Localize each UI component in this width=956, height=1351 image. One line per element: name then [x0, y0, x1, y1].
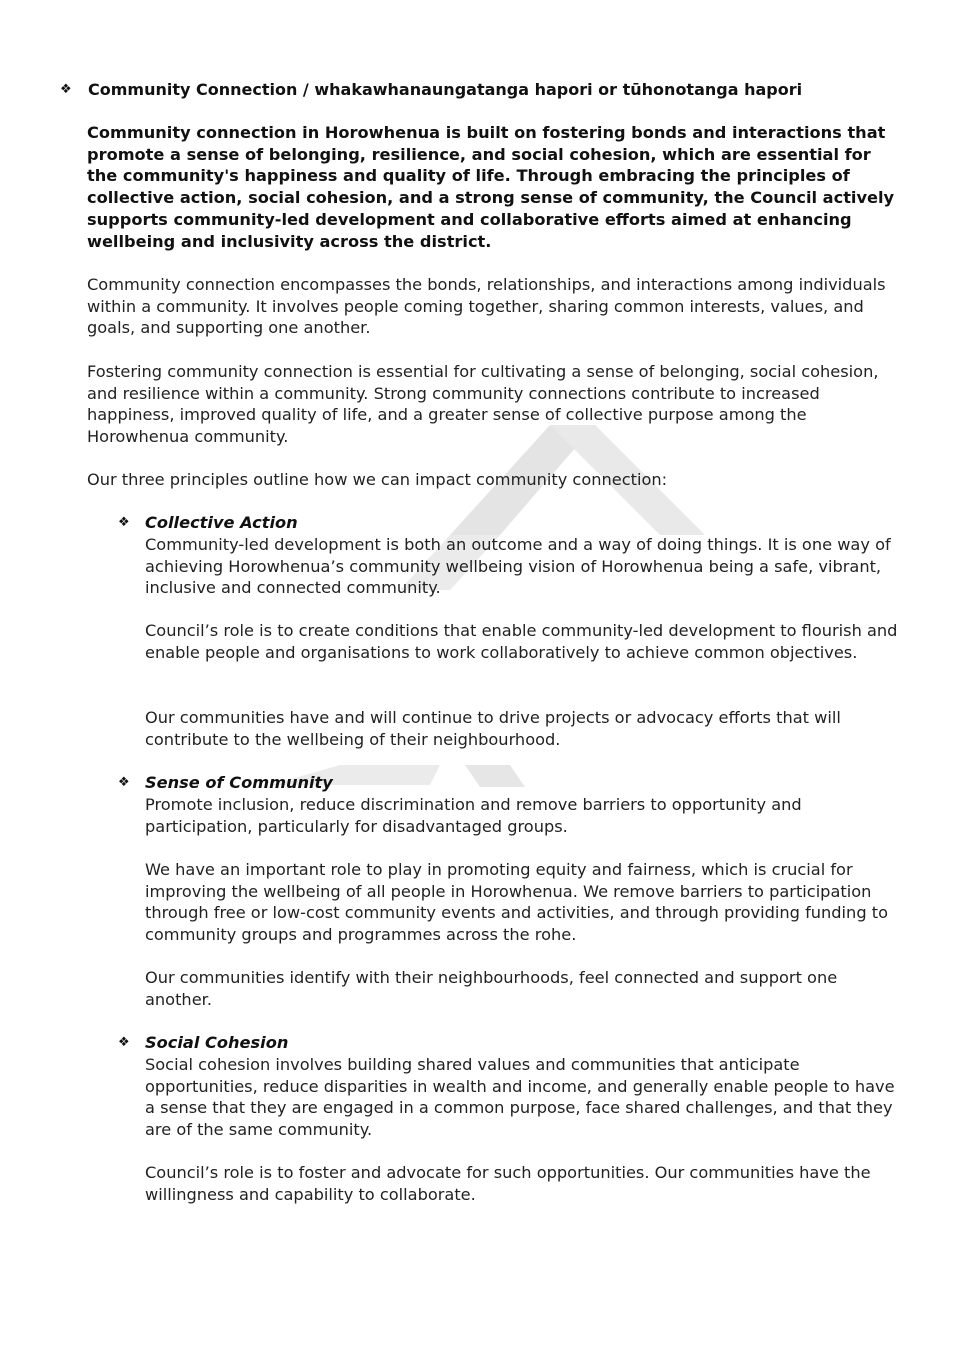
- section-heading-row: [60, 79, 920, 103]
- paragraph-definition: Community connection encompasses the bonds, relationships, and interactions among individuals within a community. It involves people coming together, sharing common interests, values, and goals, and supporting one another.: [87, 275, 886, 338]
- paragraph-importance: Fostering community connection is essential for cultivating a sense of belonging, social cohesion, and resilience within a community. Strong community connections contribute to increased happiness, improved quality of life, and a greater sense of collective purpose among the Horowhenua community.: [87, 362, 879, 447]
- principle-paragraph: We have an important role to play in promoting equity and fairness, which is crucial for improving the wellbeing of all people in Horowhenua. We remove barriers to participation through free or low-cost community events and activities, and through providing funding to community groups and programmes across the rohe.: [145, 860, 888, 945]
- diamond-bullet-icon: ❖: [118, 1035, 130, 1050]
- section-heading: Community Connection / whakawhanaungatanga hapori or tūhonotanga hapori: [88, 80, 803, 99]
- paragraph-principles-intro: Our three principles outline how we can impact community connection:: [87, 470, 668, 489]
- principle-paragraph: Social cohesion involves building shared values and communities that anticipate opportunities, reduce disparities in wealth and income, and generally enable people to have a sense that they are engaged in a common purpose, face shared challenges, and that they are of the same community.: [145, 1055, 895, 1140]
- principle-paragraph: Council’s role is to foster and advocate for such opportunities. Our communities have the willingness and capability to collaborate.: [145, 1163, 871, 1204]
- principle-paragraph: Community-led development is both an outcome and a way of doing things. It is one way of achieving Horowhenua’s community wellbeing vision of Horowhenua being a safe, vibrant, inclusive and connected community.: [145, 535, 891, 598]
- principle-title: Sense of Community: [145, 773, 333, 792]
- principle-paragraph: Promote inclusion, reduce discrimination and remove barriers to opportunity and participation, particularly for disadvantaged groups.: [145, 795, 802, 836]
- principle-paragraph: Our communities have and will continue to drive projects or advocacy efforts that will contribute to the wellbeing of their neighbourhood.: [145, 708, 841, 749]
- principle-paragraph: Council’s role is to create conditions that enable community-led development to flourish and enable people and organisations to work collaboratively to achieve common objectives.: [145, 621, 898, 662]
- intro-bold-paragraph: Community connection in Horowhenua is built on fostering bonds and interactions that promote a sense of belonging, resilience, and social cohesion, which are essential for the community's happiness and quality of life. Through embracing the principles of collective action, social cohesion, and a strong sense of community, the Council actively supports community-led development and collaborative efforts aimed at enhancing wellbeing and inclusivity across the district.: [87, 123, 895, 251]
- principle-paragraph: Our communities identify with their neighbourhoods, feel connected and support one another.: [145, 968, 838, 1009]
- diamond-bullet-icon: ❖: [118, 515, 130, 530]
- diamond-bullet-icon: ❖: [118, 775, 130, 790]
- principle-title: Collective Action: [145, 513, 298, 532]
- principle-title: Social Cohesion: [145, 1033, 289, 1052]
- diamond-bullet-icon: ❖: [60, 82, 72, 97]
